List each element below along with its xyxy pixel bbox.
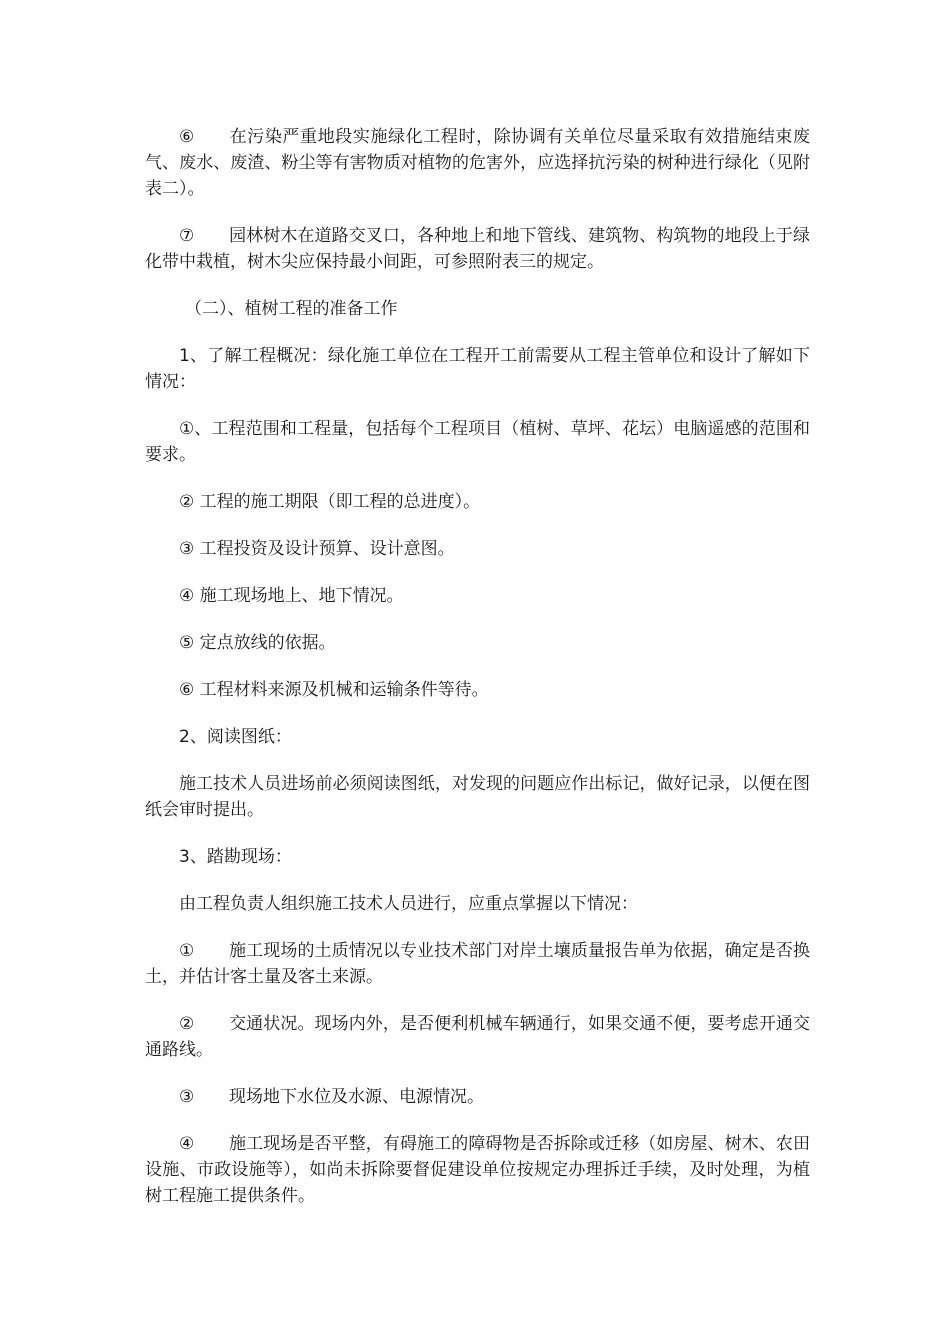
paragraph-site-survey: 由工程负责人组织施工技术人员进行，应重点掌握以下情况： bbox=[179, 894, 638, 914]
document-body bbox=[145, 124, 810, 1230]
list-marker: ③ bbox=[179, 1087, 195, 1107]
paragraph-read-drawings: 施工技术人员进场前必须阅读图纸，对发现的问题应作出标记，做好记录，以便在图纸会审时提出。 bbox=[145, 774, 810, 820]
list-marker: ⑦ bbox=[179, 226, 195, 246]
paragraph-text: 交通状况。现场内外，是否便利机械车辆通行，如果交通不便，要考虑开通交通路线。 bbox=[145, 1014, 810, 1060]
list-item: ④ 施工现场地上、地下情况。 bbox=[179, 586, 404, 606]
paragraph-pollution-greening bbox=[145, 124, 810, 202]
subheading-site-survey: 3、踏勘现场： bbox=[179, 847, 292, 867]
list-item bbox=[145, 1131, 810, 1209]
list-marker: ④ bbox=[179, 1134, 195, 1154]
list-item: ② 工程的施工期限（即工程的总进度）。 bbox=[179, 492, 481, 512]
paragraph-text: 施工现场是否平整，有碍施工的障碍物是否拆除或迁移（如房屋、树木、农田设施、市政设施等），如尚未拆除要督促建设单位按规定办理拆迁手续，及时处理，为植树工程施工提供条件。 bbox=[145, 1134, 810, 1206]
paragraph-text: 园林树木在道路交叉口，各种地上和地下管线、建筑物、构筑物的地段上于绿化带中栽植，树木尖应保持最小间距，可参照附表三的规定。 bbox=[145, 226, 810, 272]
paragraph-text: 现场地下水位及水源、电源情况。 bbox=[229, 1087, 484, 1107]
section-heading: （二）、植树工程的准备工作 bbox=[185, 299, 398, 319]
paragraph-intersection-spacing bbox=[145, 223, 810, 275]
paragraph-text: 施工现场的土质情况以专业技术部门对岸土壤质量报告单为依据，确定是否换土，并估计客土量及客土来源。 bbox=[145, 941, 810, 987]
list-item: ⑤ 定点放线的依据。 bbox=[179, 633, 336, 653]
list-marker: ② bbox=[179, 1014, 195, 1034]
subheading-read-drawings: 2、阅读图纸： bbox=[179, 727, 292, 747]
list-marker: ⑥ bbox=[179, 127, 195, 147]
paragraph-project-overview: 1、了解工程概况：绿化施工单位在工程开工前需要从工程主管单位和设计了解如下情况： bbox=[145, 346, 810, 392]
list-item bbox=[145, 938, 810, 990]
list-item bbox=[145, 1084, 810, 1110]
paragraph-text: 在污染严重地段实施绿化工程时，除协调有关单位尽量采取有效措施结束废气、废水、废渣、粉尘等有害物质对植物的危害外，应选择抗污染的树种进行绿化（见附表二）。 bbox=[145, 127, 810, 199]
list-item bbox=[145, 1011, 810, 1063]
list-item: ⑥ 工程材料来源及机械和运输条件等待。 bbox=[179, 680, 489, 700]
list-item: ①、工程范围和工程量，包括每个工程项目（植树、草坪、花坛）电脑遥感的范围和要求。 bbox=[145, 419, 810, 465]
list-marker: ① bbox=[179, 941, 195, 961]
list-item: ③ 工程投资及设计预算、设计意图。 bbox=[179, 539, 455, 559]
